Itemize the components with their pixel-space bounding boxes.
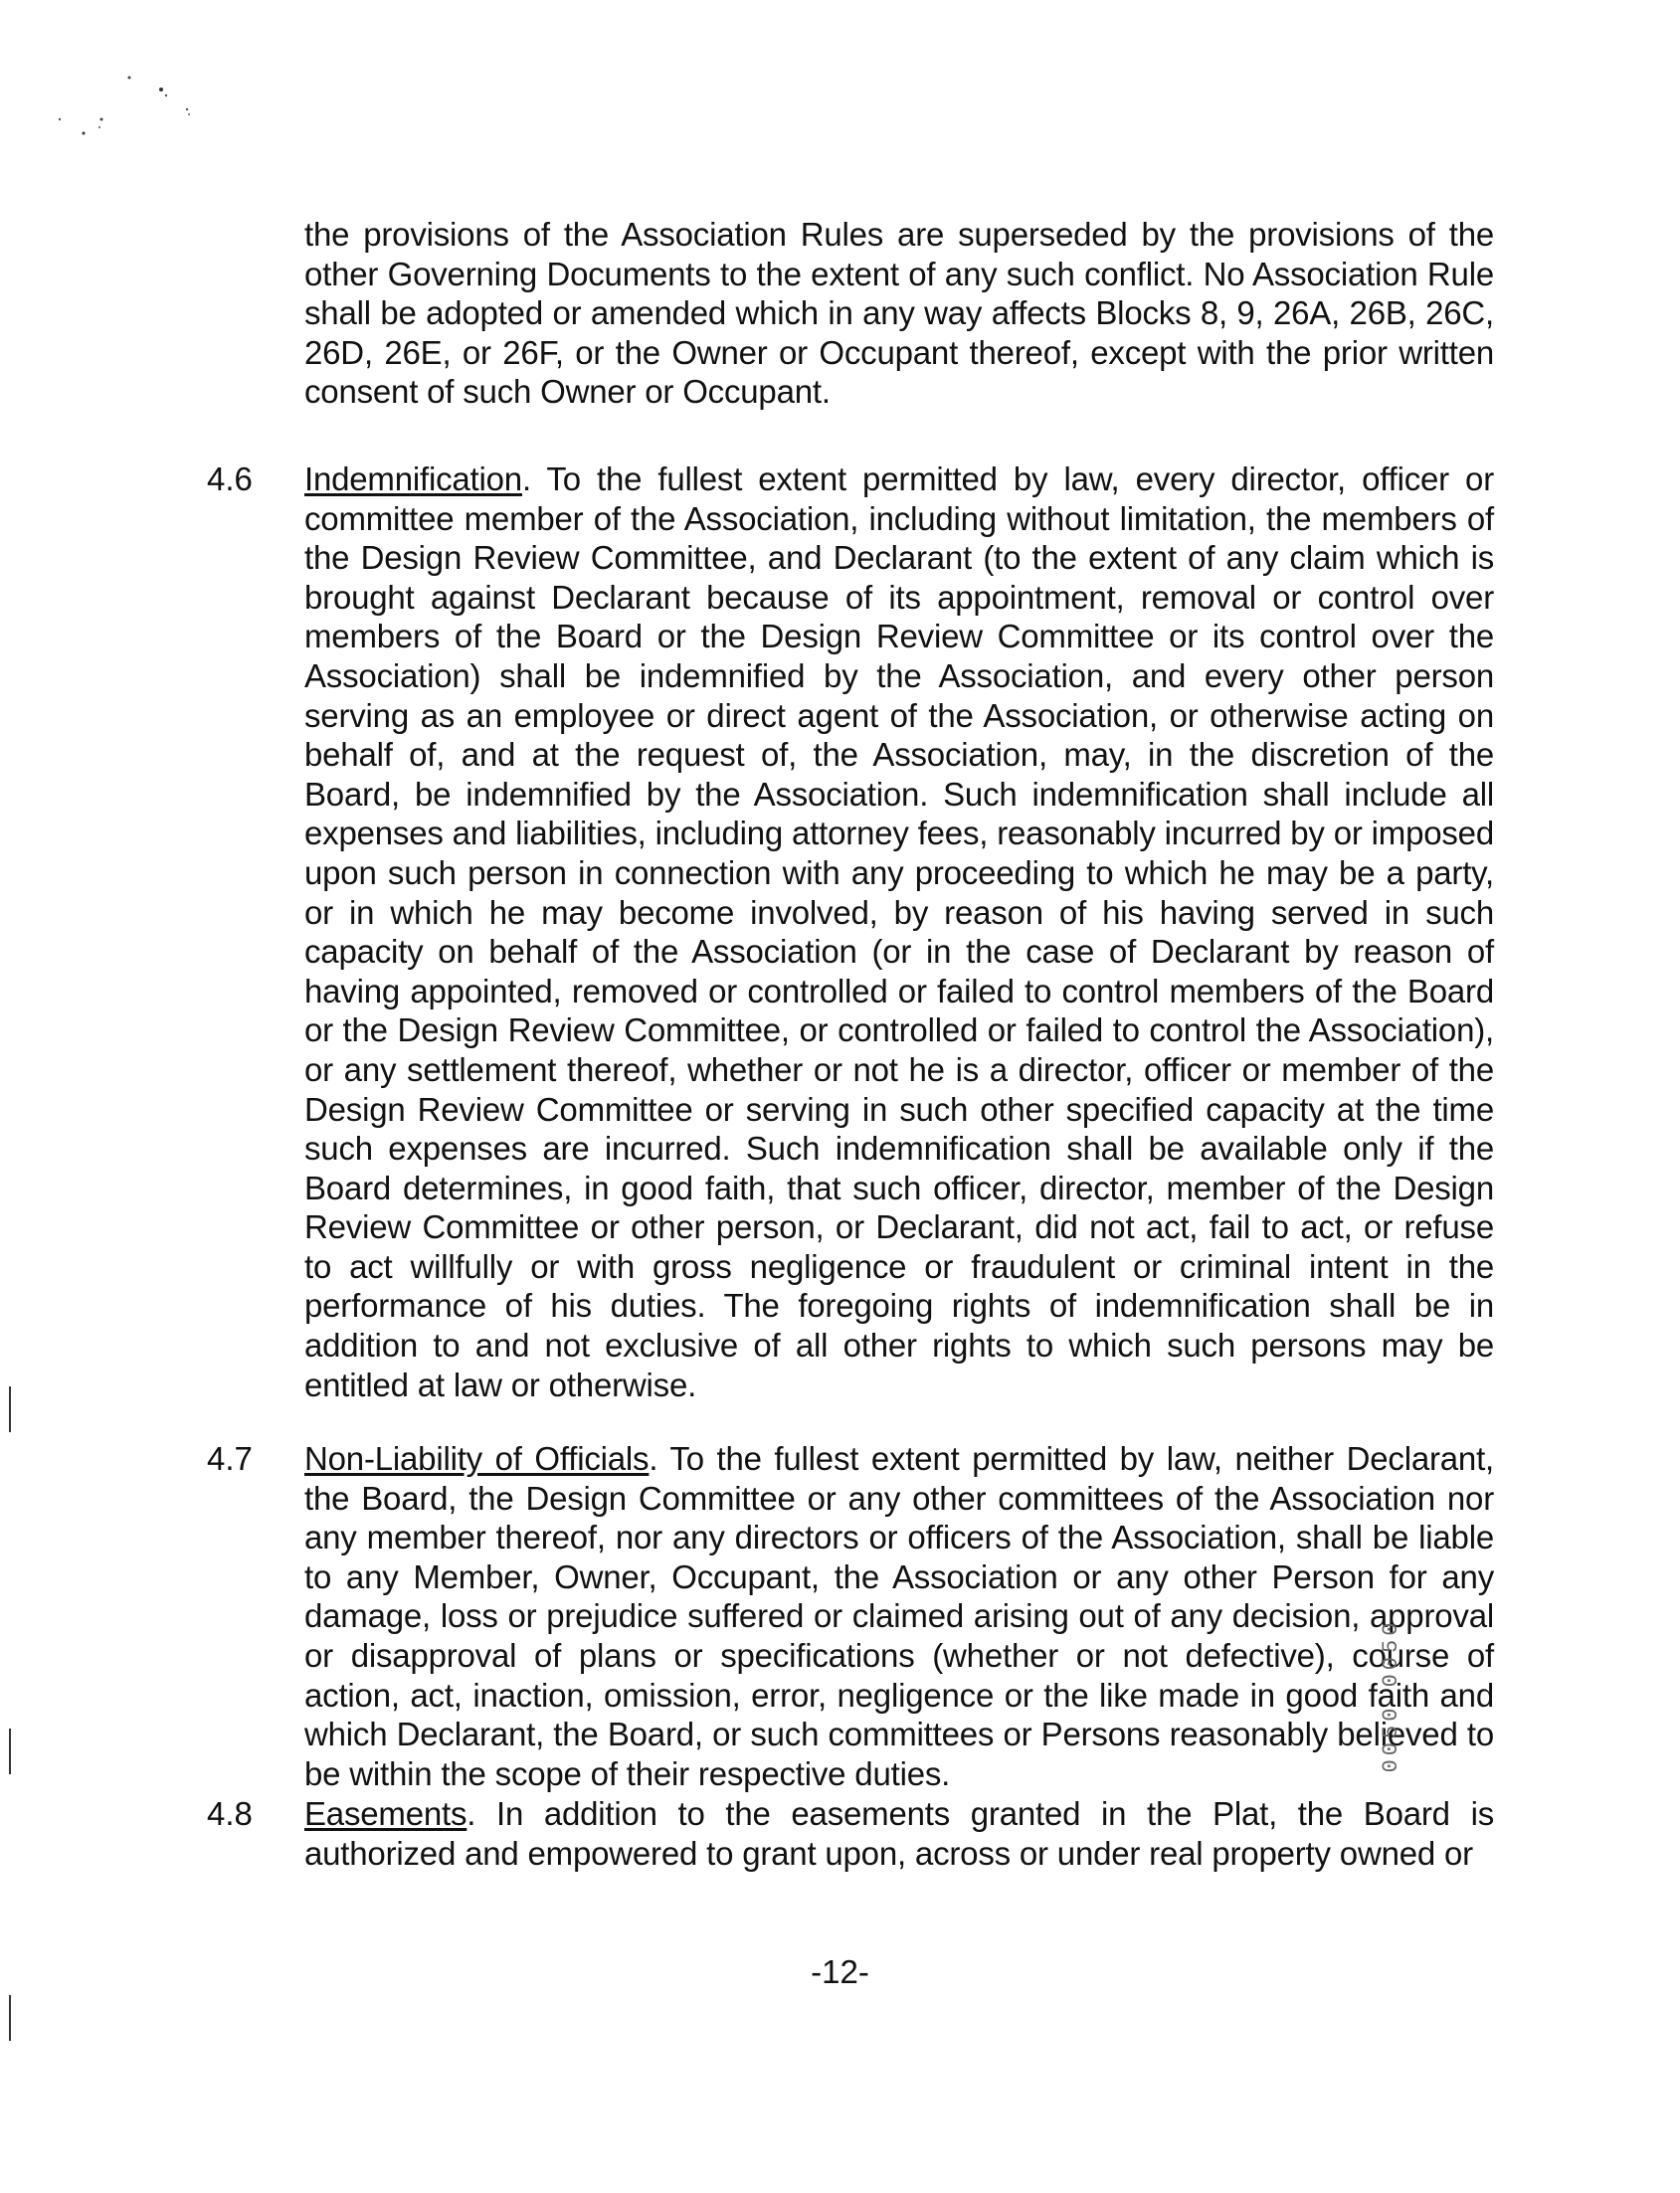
section-text: . To the fullest extent permitted by law, neither Declarant, the Board, the Design Committee or any other committees of the Association nor any member thereof, nor any directors or officers of the Association, shall be liable to any Member, Owner, Occupant, the Association or any other Person for any damage, loss or prejudice suffered or claimed arising out of any decision, approval or disapproval of plans or specifications (whether or not defective), course of action, act, inaction, omission, error, negligence or the like made in good faith and which Declarant, the Board, or such committees or Persons reasonably believed to be within the scope of their respective duties. bbox=[304, 1440, 1495, 1792]
margin-change-bar bbox=[9, 1995, 11, 2041]
section-title: Non-Liability of Officials bbox=[304, 1440, 650, 1477]
section-body bbox=[304, 1439, 1494, 1793]
section-number: 4.6 bbox=[207, 460, 253, 497]
section-body bbox=[304, 459, 1494, 1404]
margin-change-bar bbox=[9, 1386, 11, 1432]
section-body bbox=[304, 1794, 1494, 1873]
section-text: . To the fullest extent permitted by law, every director, officer or committee member of the Association, including without limitation, the members of the Design Review Committee, and Declarant (to the extent of any claim which is brought against Declarant because of its appointment, removal or control over members of the Board or the Design Review Committee or its control over the Association) shall be indemnified by the Association, and every other person serving as an employee or direct agent of the Association, or otherwise acting on behalf of, and at the request of, the Association, may, in the discretion of the Board, be indemnified by the Association. Such indemnification shall include all expenses and liabilities, including attorney fees, reasonably incurred by or imposed upon such person in connection with any proceeding to which he may be a party, or in which he may become involved, by reason of his having served in such capacity on behalf of the Association (or in the case of Declarant by reason of having appointed, removed or controlled or failed to control members of the Board or the Design Review Committee, or controlled or failed to control the Association), or any settlement thereof, whether or not he is a director, officer or member of the Design Review Committee or serving in such other specified capacity at the time such expenses are incurred. Such indemnification shall be available only if the Board determines, in good faith, that such officer, director, member of the Design Review Committee or other person, or Declarant, did not act, fail to act, or refuse to act willfully or with gross negligence or fraudulent or criminal intent in the performance of his duties. The foregoing rights of indemnification shall be in addition to and not exclusive of all other rights to which such persons may be entitled at law or otherwise. bbox=[304, 460, 1494, 1403]
page-number: -12- bbox=[811, 1953, 869, 1990]
section-title: Easements bbox=[304, 1795, 467, 1832]
margin-stamp-text: 0050 0050 bbox=[1379, 1618, 1403, 1773]
section-number: 4.7 bbox=[207, 1440, 253, 1477]
section-title: Indemnification bbox=[304, 460, 522, 497]
scan-specks bbox=[40, 70, 219, 159]
intro-paragraph: the provisions of the Association Rules are superseded by the provisions of the other Governing Documents to the extent of any such conflict. No Association Rule shall be adopted or amended which in any way affects Blocks 8, 9, 26A, 26B, 26C, 26D, 26E, or 26F, or the Owner or Occupant thereof, except with the prior written consent of such Owner or Occupant. bbox=[304, 216, 1494, 411]
section-text: . In addition to the easements granted in the Plat, the Board is authorized and empowered to grant upon, across or under real property owned or bbox=[304, 1795, 1494, 1872]
margin-stamp bbox=[1377, 1561, 1416, 1830]
section-number: 4.8 bbox=[207, 1795, 253, 1832]
margin-change-bar bbox=[9, 1729, 11, 1774]
